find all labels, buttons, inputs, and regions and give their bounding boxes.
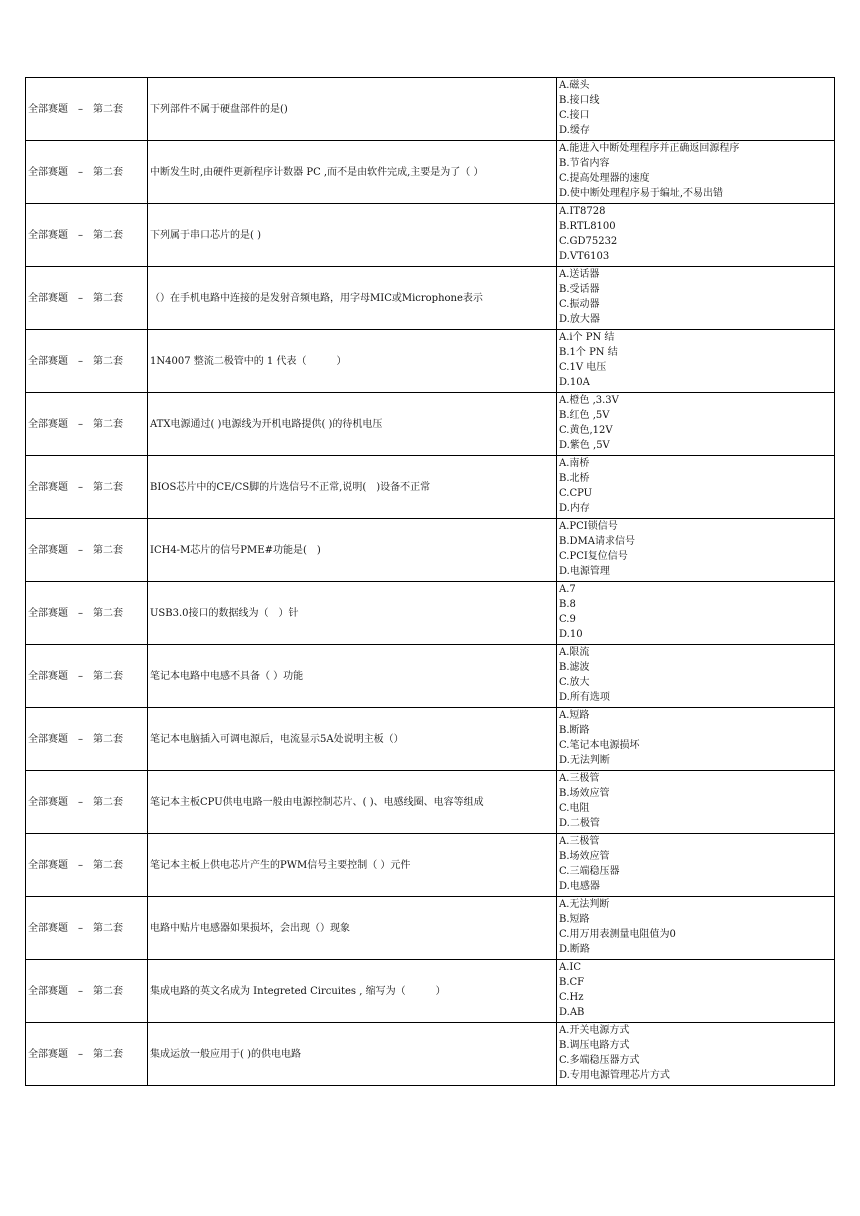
set-label: 第二套 bbox=[93, 292, 123, 304]
option-c: C.Hz bbox=[559, 992, 584, 1003]
option-d: D.二极管 bbox=[559, 817, 600, 829]
option-d: D.缓存 bbox=[559, 124, 590, 136]
option-b: B.RTL8100 bbox=[559, 221, 616, 233]
question-cell: 中断发生时,由硬件更新程序计数器 PC ,而不是由软件完成,主要是为了（ ） bbox=[148, 141, 557, 204]
category-label: 全部赛题 bbox=[28, 733, 68, 745]
option-a: A.无法判断 bbox=[559, 899, 610, 911]
options-cell bbox=[557, 897, 835, 960]
table-row bbox=[26, 1023, 835, 1086]
options-cell bbox=[557, 708, 835, 771]
category-cell bbox=[26, 834, 148, 897]
set-label: 第二套 bbox=[93, 103, 123, 115]
category-label: 全部赛题 bbox=[28, 103, 68, 115]
set-label: 第二套 bbox=[93, 859, 123, 871]
question-cell: ICH4-M芯片的信号PME#功能是( ) bbox=[148, 519, 557, 582]
option-d: D.电源管理 bbox=[559, 565, 610, 577]
option-b: B.红色 ,5V bbox=[559, 410, 610, 422]
category-label: 全部赛题 bbox=[28, 292, 68, 304]
table-row bbox=[26, 141, 835, 204]
category-separator: – bbox=[78, 103, 83, 115]
option-a: A.南桥 bbox=[559, 458, 590, 470]
table-row bbox=[26, 708, 835, 771]
options-cell bbox=[557, 330, 835, 393]
question-cell: 1N4007 整流二极管中的 1 代表（ ） bbox=[148, 330, 557, 393]
option-c: C.笔记本电源损坏 bbox=[559, 740, 640, 751]
category-cell bbox=[26, 771, 148, 834]
set-label: 第二套 bbox=[93, 418, 123, 430]
category-cell bbox=[26, 204, 148, 267]
option-c: C.三端稳压器 bbox=[559, 866, 620, 877]
category-separator: – bbox=[78, 229, 83, 241]
category-separator: – bbox=[78, 355, 83, 367]
table-row bbox=[26, 834, 835, 897]
option-c: C.9 bbox=[559, 614, 576, 625]
option-c: C.GD75232 bbox=[559, 236, 618, 247]
options-cell bbox=[557, 519, 835, 582]
option-a: A.PCI锁信号 bbox=[559, 521, 618, 533]
option-b: B.场效应管 bbox=[559, 851, 610, 863]
option-a: A.短路 bbox=[559, 710, 590, 722]
options-cell bbox=[557, 456, 835, 519]
options-cell bbox=[557, 645, 835, 708]
option-d: D.AB bbox=[559, 1006, 585, 1018]
category-label: 全部赛题 bbox=[28, 166, 68, 178]
set-label: 第二套 bbox=[93, 733, 123, 745]
option-a: A.i个 PN 结 bbox=[559, 332, 615, 344]
option-d: D.VT6103 bbox=[559, 250, 610, 262]
question-cell: 笔记本电路中电感不具备（ ）功能 bbox=[148, 645, 557, 708]
category-cell bbox=[26, 897, 148, 960]
options-cell bbox=[557, 582, 835, 645]
set-label: 第二套 bbox=[93, 166, 123, 178]
option-d: D.放大器 bbox=[559, 313, 600, 325]
set-label: 第二套 bbox=[93, 985, 123, 997]
category-cell bbox=[26, 1023, 148, 1086]
option-b: B.场效应管 bbox=[559, 788, 610, 800]
question-cell: （）在手机电路中连接的是发射音频电路，用字母MIC或Microphone表示 bbox=[148, 267, 557, 330]
option-b: B.节省内容 bbox=[559, 158, 610, 170]
option-c: C.放大 bbox=[559, 677, 590, 688]
question-table-body bbox=[26, 78, 835, 1086]
question-cell: 下列部件不属于硬盘部件的是() bbox=[148, 78, 557, 141]
category-separator: – bbox=[78, 733, 83, 745]
category-label: 全部赛题 bbox=[28, 418, 68, 430]
option-d: D.紫色 ,5V bbox=[559, 439, 610, 451]
option-d: D.内存 bbox=[559, 502, 590, 514]
category-separator: – bbox=[78, 670, 83, 682]
table-row bbox=[26, 456, 835, 519]
set-label: 第二套 bbox=[93, 355, 123, 367]
category-label: 全部赛题 bbox=[28, 607, 68, 619]
category-separator: – bbox=[78, 796, 83, 808]
category-label: 全部赛题 bbox=[28, 922, 68, 934]
set-label: 第二套 bbox=[93, 922, 123, 934]
option-a: A.7 bbox=[559, 584, 576, 596]
option-a: A.磁头 bbox=[559, 80, 590, 92]
category-label: 全部赛题 bbox=[28, 544, 68, 556]
option-c: C.CPU bbox=[559, 488, 593, 499]
option-b: B.CF bbox=[559, 977, 585, 989]
category-cell bbox=[26, 267, 148, 330]
category-label: 全部赛题 bbox=[28, 985, 68, 997]
option-b: B.短路 bbox=[559, 914, 590, 926]
table-row bbox=[26, 645, 835, 708]
table-row bbox=[26, 78, 835, 141]
option-d: D.10 bbox=[559, 628, 583, 640]
category-cell bbox=[26, 708, 148, 771]
option-c: C.1V 电压 bbox=[559, 362, 607, 373]
option-a: A.能进入中断处理程序并正确返回源程序 bbox=[559, 143, 740, 155]
question-cell: BIOS芯片中的CE/CS脚的片选信号不正常,说明( )设备不正常 bbox=[148, 456, 557, 519]
question-table bbox=[25, 77, 835, 1086]
option-c: C.PCI复位信号 bbox=[559, 551, 628, 562]
option-b: B.1个 PN 结 bbox=[559, 347, 618, 359]
category-separator: – bbox=[78, 481, 83, 493]
option-c: C.电阻 bbox=[559, 803, 590, 814]
table-row bbox=[26, 519, 835, 582]
category-label: 全部赛题 bbox=[28, 229, 68, 241]
option-b: B.断路 bbox=[559, 725, 590, 737]
category-separator: – bbox=[78, 292, 83, 304]
option-c: C.提高处理器的速度 bbox=[559, 173, 650, 184]
table-row bbox=[26, 897, 835, 960]
question-cell: ATX电源通过( )电源线为开机电路提供( )的待机电压 bbox=[148, 393, 557, 456]
option-c: C.振动器 bbox=[559, 299, 600, 310]
question-cell: 集成电路的英文名成为 Integreted Circuites , 缩写为（ ） bbox=[148, 960, 557, 1023]
category-separator: – bbox=[78, 985, 83, 997]
table-row bbox=[26, 204, 835, 267]
option-a: A.送话器 bbox=[559, 269, 600, 281]
option-a: A.限流 bbox=[559, 647, 590, 659]
options-cell bbox=[557, 771, 835, 834]
option-a: A.橙色 ,3.3V bbox=[559, 395, 619, 407]
category-cell bbox=[26, 456, 148, 519]
category-separator: – bbox=[78, 922, 83, 934]
option-b: B.受话器 bbox=[559, 284, 600, 296]
table-row bbox=[26, 393, 835, 456]
category-separator: – bbox=[78, 1048, 83, 1060]
option-c: C.接口 bbox=[559, 110, 590, 121]
option-a: A.三极管 bbox=[559, 836, 600, 848]
option-a: A.IC bbox=[559, 962, 582, 974]
category-label: 全部赛题 bbox=[28, 859, 68, 871]
category-cell bbox=[26, 519, 148, 582]
option-d: D.所有选项 bbox=[559, 691, 610, 703]
category-label: 全部赛题 bbox=[28, 481, 68, 493]
category-cell bbox=[26, 330, 148, 393]
option-d: D.使中断处理程序易于编址,不易出错 bbox=[559, 187, 724, 199]
question-cell: USB3.0接口的数据线为（ ）针 bbox=[148, 582, 557, 645]
option-d: D.电感器 bbox=[559, 880, 600, 892]
category-cell bbox=[26, 141, 148, 204]
option-a: A.三极管 bbox=[559, 773, 600, 785]
category-label: 全部赛题 bbox=[28, 355, 68, 367]
options-cell bbox=[557, 834, 835, 897]
question-cell: 笔记本主板上供电芯片产生的PWM信号主要控制（ ）元件 bbox=[148, 834, 557, 897]
category-label: 全部赛题 bbox=[28, 796, 68, 808]
options-cell bbox=[557, 78, 835, 141]
category-label: 全部赛题 bbox=[28, 1048, 68, 1060]
question-cell: 电路中贴片电感器如果损坏，会出现（）现象 bbox=[148, 897, 557, 960]
options-cell bbox=[557, 960, 835, 1023]
category-separator: – bbox=[78, 544, 83, 556]
option-b: B.接口线 bbox=[559, 95, 600, 107]
category-cell bbox=[26, 78, 148, 141]
question-cell: 笔记本电脑插入可调电源后，电流显示5A处说明主板（） bbox=[148, 708, 557, 771]
option-d: D.专用电源管理芯片方式 bbox=[559, 1069, 670, 1081]
category-cell bbox=[26, 582, 148, 645]
options-cell bbox=[557, 393, 835, 456]
options-cell bbox=[557, 204, 835, 267]
set-label: 第二套 bbox=[93, 670, 123, 682]
set-label: 第二套 bbox=[93, 229, 123, 241]
option-b: B.滤波 bbox=[559, 662, 590, 674]
category-separator: – bbox=[78, 166, 83, 178]
option-c: C.黄色,12V bbox=[559, 425, 613, 436]
set-label: 第二套 bbox=[93, 544, 123, 556]
question-cell: 集成运放一般应用于( )的供电电路 bbox=[148, 1023, 557, 1086]
option-c: C.多端稳压器方式 bbox=[559, 1055, 640, 1066]
category-cell bbox=[26, 960, 148, 1023]
category-label: 全部赛题 bbox=[28, 670, 68, 682]
option-b: B.8 bbox=[559, 599, 576, 611]
category-separator: – bbox=[78, 418, 83, 430]
option-b: B.DMA请求信号 bbox=[559, 536, 636, 548]
question-cell: 下列属于串口芯片的是( ) bbox=[148, 204, 557, 267]
set-label: 第二套 bbox=[93, 1048, 123, 1060]
options-cell bbox=[557, 141, 835, 204]
table-row bbox=[26, 267, 835, 330]
option-a: A.IT8728 bbox=[559, 206, 606, 218]
category-cell bbox=[26, 645, 148, 708]
question-cell: 笔记本主板CPU供电电路一般由电源控制芯片、( )、电感线圈、电容等组成 bbox=[148, 771, 557, 834]
table-row bbox=[26, 771, 835, 834]
table-row bbox=[26, 330, 835, 393]
option-c: C.用万用表测量电阻值为0 bbox=[559, 929, 676, 940]
options-cell bbox=[557, 267, 835, 330]
option-b: B.北桥 bbox=[559, 473, 590, 485]
set-label: 第二套 bbox=[93, 481, 123, 493]
option-a: A.开关电源方式 bbox=[559, 1025, 630, 1037]
option-d: D.断路 bbox=[559, 943, 590, 955]
option-d: D.10A bbox=[559, 376, 590, 388]
category-separator: – bbox=[78, 607, 83, 619]
category-separator: – bbox=[78, 859, 83, 871]
option-d: D.无法判断 bbox=[559, 754, 610, 766]
set-label: 第二套 bbox=[93, 607, 123, 619]
set-label: 第二套 bbox=[93, 796, 123, 808]
options-cell bbox=[557, 1023, 835, 1086]
option-b: B.调压电路方式 bbox=[559, 1040, 630, 1052]
category-cell bbox=[26, 393, 148, 456]
table-row bbox=[26, 960, 835, 1023]
table-row bbox=[26, 582, 835, 645]
